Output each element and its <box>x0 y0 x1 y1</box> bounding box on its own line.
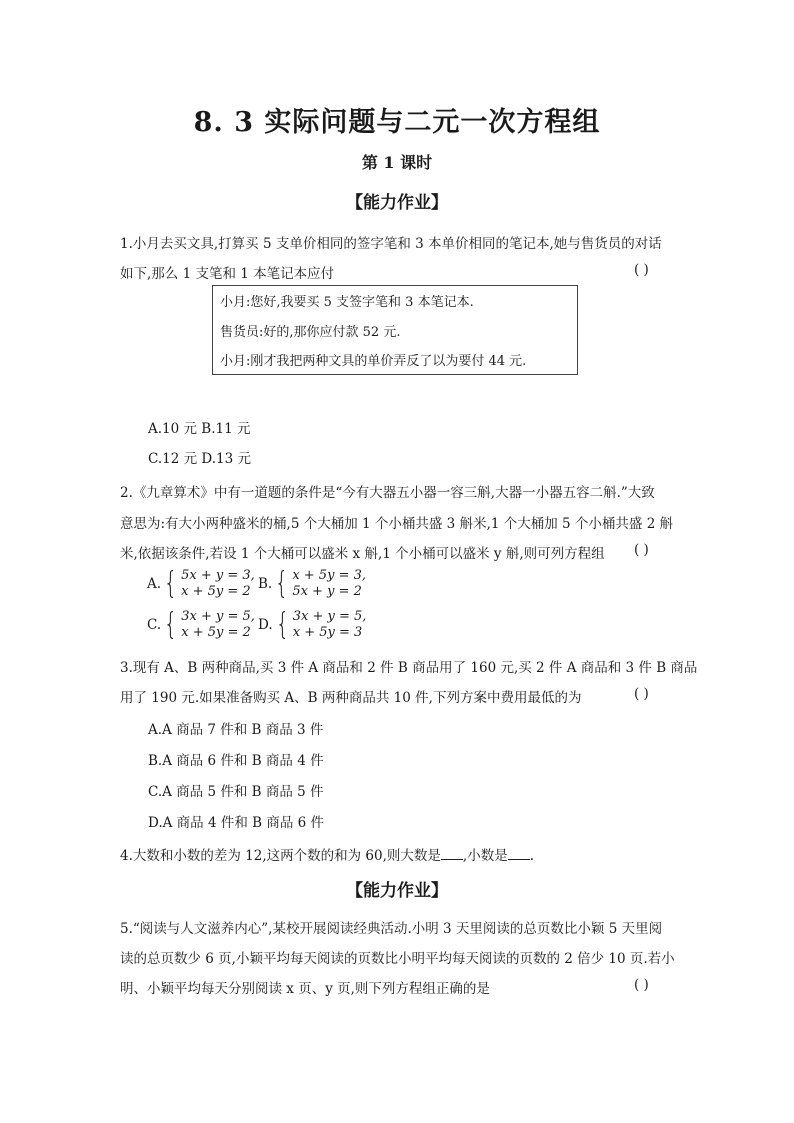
q1-options-row: A.10 元 B.11 元 <box>148 421 251 437</box>
q4-text: 4.大数和小数的差为 12,这两个数的和为 60,则大数是 <box>120 848 441 864</box>
brace-icon: { <box>164 607 178 642</box>
answer-paren: ( ) <box>634 686 649 702</box>
option-d <box>258 609 366 641</box>
dialog-line: 小月:您好,我要买 5 支签字笔和 3 本笔记本. <box>220 295 474 310</box>
q3-option: B.A 商品 6 件和 B 商品 4 件 <box>148 753 324 769</box>
q5-line: 明、小颖平均每天分别阅读 x 页、y 页,则下列方程组正确的是 <box>120 981 490 997</box>
q1-options-row: C.12 元 D.13 元 <box>148 451 252 467</box>
equation: 3x + y = 5, <box>292 609 367 624</box>
q4-text: ,小数是 <box>462 848 508 864</box>
option-c <box>147 609 255 641</box>
option-label: B. <box>258 576 273 592</box>
equation: 5x + y = 2 <box>292 584 362 599</box>
q3-line: 3.现有 A、B 两种商品,买 3 件 A 商品和 2 件 B 商品用了 160 元,买 2 件 A 商品和 3 件 B 商品 <box>120 660 698 676</box>
section-heading: 【能力作业】 <box>346 881 448 901</box>
q5-line: 读的总页数少 6 页,小颖平均每天阅读的页数比小明平均每天阅读的页数的 2 倍少 10 页.若小 <box>120 951 675 967</box>
page-subtitle: 第 1 课时 <box>361 153 433 172</box>
option-label: D. <box>258 617 273 633</box>
option-a <box>147 568 255 600</box>
equation: x + 5y = 3, <box>292 568 366 583</box>
q1-line: 1.小月去买文具,打算买 5 支单价相同的签字笔和 3 本单价相同的笔记本,她与售货员的对话 <box>120 236 662 252</box>
answer-paren: ( ) <box>634 542 649 558</box>
dialog-line: 小月:刚才我把两种文具的单价弄反了以为要付 44 元. <box>220 354 527 369</box>
page-title: 8. 3 实际问题与二元一次方程组 <box>193 107 601 138</box>
q2-line: 米,依据该条件,若设 1 个大桶可以盛米 x 斛,1 个小桶可以盛米 y 斛,则可列方程组 <box>120 546 605 562</box>
option-label: C. <box>147 617 162 633</box>
equation: x + 5y = 2 <box>181 625 251 640</box>
dialog-line: 售货员:好的,那你应付款 52 元. <box>220 325 401 340</box>
equation: x + 5y = 2 <box>181 584 251 599</box>
q4-text: . <box>529 848 534 864</box>
option-b <box>258 568 366 600</box>
equation: 5x + y = 3, <box>181 568 255 583</box>
q3-option: A.A 商品 7 件和 B 商品 3 件 <box>148 722 324 738</box>
equation: 3x + y = 5, <box>181 609 255 624</box>
answer-paren: ( ) <box>634 262 649 278</box>
brace-icon: { <box>275 607 289 642</box>
q3-line: 用了 190 元.如果准备购买 A、B 两种商品共 10 件,下列方案中费用最低的为 <box>120 690 582 706</box>
q4-line <box>120 844 534 864</box>
equation: x + 5y = 3 <box>292 625 363 640</box>
q3-option: D.A 商品 4 件和 B 商品 6 件 <box>148 815 325 831</box>
option-label: A. <box>147 576 162 592</box>
section-heading: 【能力作业】 <box>346 193 448 213</box>
q3-option: C.A 商品 5 件和 B 商品 5 件 <box>148 784 324 800</box>
q2-line: 意思为:有大小两种盛米的桶,5 个大桶加 1 个小桶共盛 3 斛米,1 个大桶加 5 个小桶共盛 2 斛 <box>120 516 674 532</box>
answer-paren: ( ) <box>634 977 649 993</box>
answer-blank[interactable] <box>508 847 530 860</box>
q1-line: 如下,那么 1 支笔和 1 本笔记本应付 <box>120 266 335 282</box>
dialog-box <box>212 285 578 375</box>
answer-blank[interactable] <box>441 847 463 860</box>
brace-icon: { <box>163 566 178 601</box>
q5-line: 5.“阅读与人文滋养内心”,某校开展阅读经典活动.小明 3 天里阅读的总页数比小颖 5 天里阅 <box>120 921 663 937</box>
brace-icon: { <box>275 566 289 601</box>
q2-line: 2.《九章算术》中有一道题的条件是“今有大器五小器一容三斛,大器一小器五容二斛.”大致 <box>120 485 655 501</box>
